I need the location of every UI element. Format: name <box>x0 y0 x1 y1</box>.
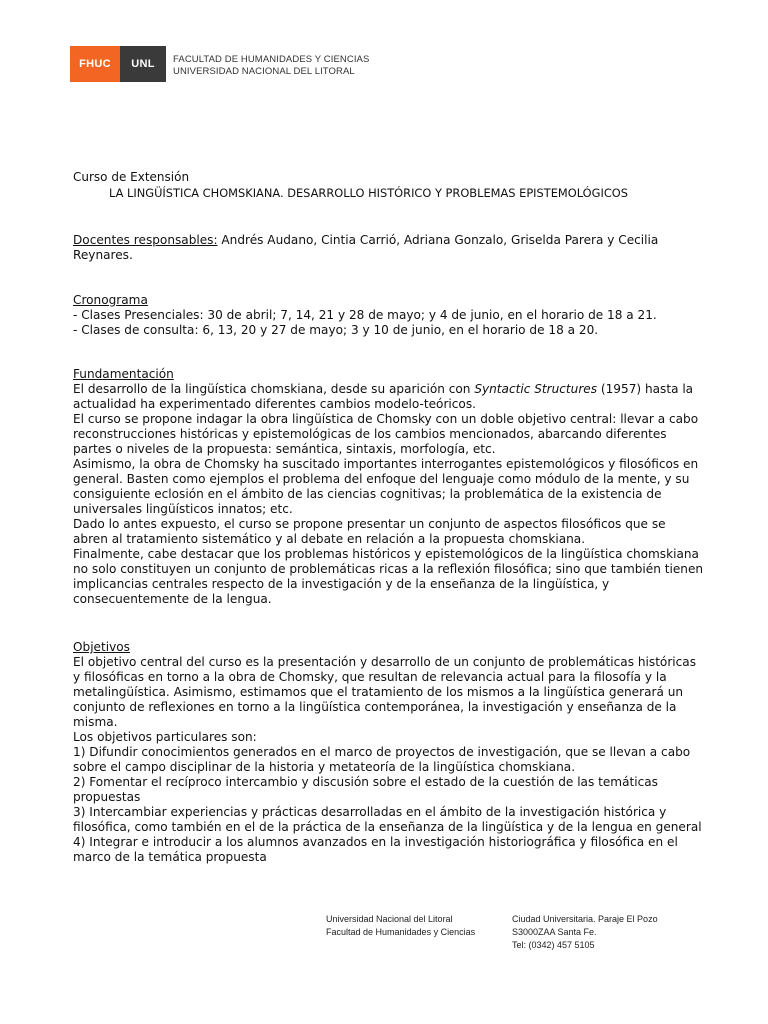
objetivos-line: metalingüística. Asimismo, estimamos que el tratamiento de los mismos a la lingüística generará un <box>73 685 684 699</box>
objetivos-line: y filosóficas en torno a la obra de Chomsky, que resultan de relevancia actual para la filosofía y la <box>73 670 667 684</box>
fundamentacion-line: abren al tratamiento sistemático y al debate en relación a la propuesta chomskiana. <box>73 532 586 546</box>
cronograma-section <box>73 293 713 338</box>
fundamentacion-line: universales lingüísticos innatos; etc. <box>73 502 293 516</box>
docentes-names-cont: Reynares. <box>73 248 133 262</box>
objetivos-line: El objetivo central del curso es la presentación y desarrollo de un conjunto de problemáticas históricas <box>73 655 697 669</box>
docentes-label: Docentes responsables: <box>73 233 218 247</box>
objetivos-heading: Objetivos <box>73 640 130 654</box>
fundamentacion-line: Asimismo, la obra de Chomsky ha suscitado importantes interrogantes epistemológicos y filosóficos en <box>73 457 699 471</box>
fundamentacion-text: (1957) hasta la <box>597 382 694 396</box>
course-title: LA LINGÜÍSTICA CHOMSKIANA. DESARROLLO HISTÓRICO Y PROBLEMAS EPISTEMOLÓGICOS <box>109 186 628 200</box>
institution-name <box>173 54 369 78</box>
fundamentacion-line <box>73 382 713 397</box>
fundamentacion-line: El curso se propone indagar la obra lingüística de Chomsky con un doble objetivo central: llevar a cabo <box>73 412 699 426</box>
fundamentacion-line: implicancias centrales respecto de la investigación y de la enseñanza de la lingüística, y <box>73 577 610 591</box>
fundamentacion-line: Dado lo antes expuesto, el curso se propone presentar un conjunto de aspectos filosóficos que se <box>73 517 666 531</box>
footer-postal: S3000ZAA Santa Fe. <box>512 927 597 937</box>
institution-line-1: FACULTAD DE HUMANIDADES Y CIENCIAS <box>173 54 370 65</box>
objetivos-line: marco de la temática propuesta <box>73 850 267 864</box>
docentes-section <box>73 233 713 263</box>
cronograma-item: - Clases Presenciales: 30 de abril; 7, 14, 21 y 28 de mayo; y 4 de junio, en el horario de 18 a 21. <box>73 308 657 322</box>
footer-university: Universidad Nacional del Litoral <box>326 914 453 924</box>
fundamentacion-line: consiguiente eclosión en el ámbito de las ciencias cognitivas; la problemática de la existencia de <box>73 487 662 501</box>
docentes-names: Andrés Audano, Cintia Carrió, Adriana Gonzalo, Griselda Parera y Cecilia <box>217 233 659 247</box>
footer-phone: Tel: (0342) 457 5105 <box>512 940 595 950</box>
objetivos-line: sobre el campo disciplinar de la historia y metateoría de la lingüística chomskiana. <box>73 760 576 774</box>
fundamentacion-line: no solo constituyen un conjunto de problemáticas ricas a la reflexión filosófica; sino que también tienen <box>73 562 704 576</box>
footer-address-right <box>512 913 658 952</box>
objetivos-line: conjunto de reflexiones en torno a la lingüística contemporánea, la investigación y enseñanza de la <box>73 700 677 714</box>
objetivos-line: filosófica, como también en el de la práctica de la enseñanza de la lingüística y de la lengua en general <box>73 820 702 834</box>
objetivos-line: 1) Difundir conocimientos generados en el marco de proyectos de investigación, que se llevan a cabo <box>73 745 691 759</box>
institution-line-2: UNIVERSIDAD NACIONAL DEL LITORAL <box>173 66 355 77</box>
footer-faculty: Facultad de Humanidades y Ciencias <box>326 927 476 937</box>
fundamentacion-line: actualidad ha experimentado diferentes cambios modelo-teóricos. <box>73 397 476 411</box>
objetivos-line: 3) Intercambiar experiencias y prácticas desarrolladas en el ámbito de la investigación histórica y <box>73 805 667 819</box>
fundamentacion-heading: Fundamentación <box>73 367 174 381</box>
fhuc-logo: FHUC <box>70 46 120 82</box>
course-type: Curso de Extensión <box>73 170 190 184</box>
footer-address-left <box>326 913 475 939</box>
footer-location: Ciudad Universitaria. Paraje El Pozo <box>512 914 658 924</box>
objetivos-section <box>73 640 713 865</box>
fundamentacion-line: partes o niveles de la propuesta: semántica, sintaxis, morfología, etc. <box>73 442 496 456</box>
objetivos-line: 4) Integrar e introducir a los alumnos avanzados en la investigación historiográfica y filosófica en el <box>73 835 678 849</box>
fundamentacion-text: El desarrollo de la lingüística chomskiana, desde su aparición con <box>73 382 475 396</box>
objetivos-line: misma. <box>73 715 118 729</box>
fundamentacion-section <box>73 367 713 607</box>
fundamentacion-line: reconstrucciones históricas y epistemológicas de los cambios mencionados, abarcando diferentes <box>73 427 667 441</box>
cronograma-heading: Cronograma <box>73 293 148 307</box>
book-title: Syntactic Structures <box>474 382 598 396</box>
fundamentacion-line: consecuentemente de la lengua. <box>73 592 272 606</box>
objetivos-line: propuestas <box>73 790 141 804</box>
unl-logo: UNL <box>120 46 166 82</box>
cronograma-item: - Clases de consulta: 6, 13, 20 y 27 de mayo; 3 y 10 de junio, en el horario de 18 a 20. <box>73 323 599 337</box>
fundamentacion-line: Finalmente, cabe destacar que los problemas históricos y epistemológicos de la lingüística chomskiana <box>73 547 699 561</box>
fundamentacion-line: general. Basten como ejemplos el problema del enfoque del lenguaje como módulo de la mente, y su <box>73 472 690 486</box>
objetivos-line: 2) Fomentar el recíproco intercambio y discusión sobre el estado de la cuestión de las temáticas <box>73 775 658 789</box>
objetivos-line: Los objetivos particulares son: <box>73 730 257 744</box>
